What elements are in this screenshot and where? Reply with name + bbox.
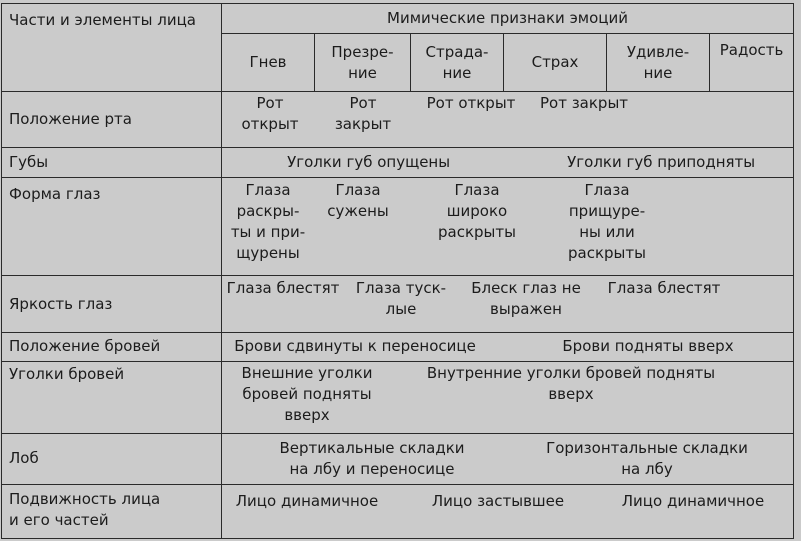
emotion-label: Страда- ние bbox=[425, 42, 489, 82]
row-label bbox=[2, 147, 222, 177]
cell-value: Брови подняты вверх bbox=[562, 337, 734, 356]
cell-value: Рот открыт bbox=[426, 94, 516, 113]
emotion-header-fear bbox=[504, 34, 607, 92]
row-content bbox=[222, 147, 794, 177]
emotion-label: Страх bbox=[531, 53, 579, 72]
cell-value: Глаза блестят bbox=[226, 279, 340, 298]
cell-value: Глаза широко раскрыты bbox=[438, 180, 516, 241]
row-label bbox=[2, 361, 222, 433]
emotion-label: Гнев bbox=[249, 53, 287, 72]
cell-value: Глаза раскры- ты и при- щурены bbox=[230, 180, 306, 262]
cell-value: Блеск глаз не выражен bbox=[471, 279, 581, 319]
row-content bbox=[222, 332, 794, 361]
emotion-header-anger bbox=[222, 34, 315, 92]
row-label bbox=[2, 92, 222, 147]
row-label-text: Положение бровей bbox=[9, 337, 161, 356]
row-forehead bbox=[2, 434, 794, 484]
row-label-text: Уголки бровей bbox=[9, 364, 125, 383]
cell-value: Горизонтальные складки на лбу bbox=[546, 438, 748, 478]
cell-value: Глаза блестят bbox=[607, 279, 721, 298]
cell-value: Рот закрыт bbox=[334, 94, 392, 134]
row-label bbox=[2, 276, 222, 332]
row-label bbox=[2, 332, 222, 361]
row-content bbox=[222, 361, 794, 433]
row-label-text: Губы bbox=[9, 152, 49, 171]
row-brows-position bbox=[2, 332, 794, 361]
corner-header: Части и элементы лица bbox=[9, 11, 196, 29]
row-eyes-brightness bbox=[2, 276, 794, 332]
cell-value: Рот открыт bbox=[241, 94, 299, 134]
cell-value: Уголки губ приподняты bbox=[567, 152, 756, 171]
cell-value: Внешние уголки бровей подняты вверх bbox=[241, 363, 373, 424]
cell-value: Лицо застывшее bbox=[431, 491, 565, 510]
corner-header-cell bbox=[2, 4, 222, 92]
cell-value: Лицо динамичное bbox=[621, 491, 765, 510]
emotion-header-joy bbox=[710, 34, 794, 92]
row-content bbox=[222, 276, 794, 332]
cell-value: Внутренние уголки бровей подняты вверх bbox=[426, 363, 716, 403]
emotion-header-surprise bbox=[607, 34, 710, 92]
row-content bbox=[222, 177, 794, 276]
cell-value: Вертикальные складки на лбу и переносице bbox=[279, 438, 465, 478]
row-content bbox=[222, 484, 794, 538]
header-row-1 bbox=[2, 4, 794, 34]
cell-value: Глаза туск- лые bbox=[355, 279, 447, 319]
emotion-label: Радость bbox=[719, 41, 784, 60]
emotions-table bbox=[1, 3, 794, 539]
row-eyes-shape bbox=[2, 177, 794, 276]
row-brows-corners bbox=[2, 361, 794, 433]
emotion-header-contempt bbox=[315, 34, 411, 92]
row-label-text: Яркость глаз bbox=[9, 294, 113, 313]
row-label bbox=[2, 177, 222, 276]
row-mouth bbox=[2, 92, 794, 147]
row-label bbox=[2, 434, 222, 484]
row-label-text: Лоб bbox=[9, 449, 39, 468]
row-label-text: Положение рта bbox=[9, 110, 132, 129]
cell-value: Брови сдвинуты к переносице bbox=[234, 337, 476, 356]
row-lips bbox=[2, 147, 794, 177]
cell-value: Рот закрыт bbox=[539, 94, 629, 113]
emotion-header-suffering bbox=[411, 34, 504, 92]
emotion-label: Презре- ние bbox=[331, 42, 394, 82]
group-header-cell bbox=[222, 4, 794, 34]
row-content bbox=[222, 434, 794, 484]
cell-value: Лицо динамичное bbox=[235, 491, 379, 510]
emotion-label: Удивле- ние bbox=[626, 42, 690, 82]
row-label: Подвижность лица и его частей bbox=[2, 484, 222, 538]
cell-value: Глаза прищуре- ны или раскрыты bbox=[568, 180, 646, 262]
group-header: Мимические признаки эмоций bbox=[387, 9, 629, 28]
cell-value: Глаза сужены bbox=[327, 180, 389, 220]
cell-value: Уголки губ опущены bbox=[287, 152, 451, 171]
row-label-text: Форма глаз bbox=[9, 184, 101, 203]
row-mobility bbox=[2, 484, 794, 538]
row-content bbox=[222, 92, 794, 147]
